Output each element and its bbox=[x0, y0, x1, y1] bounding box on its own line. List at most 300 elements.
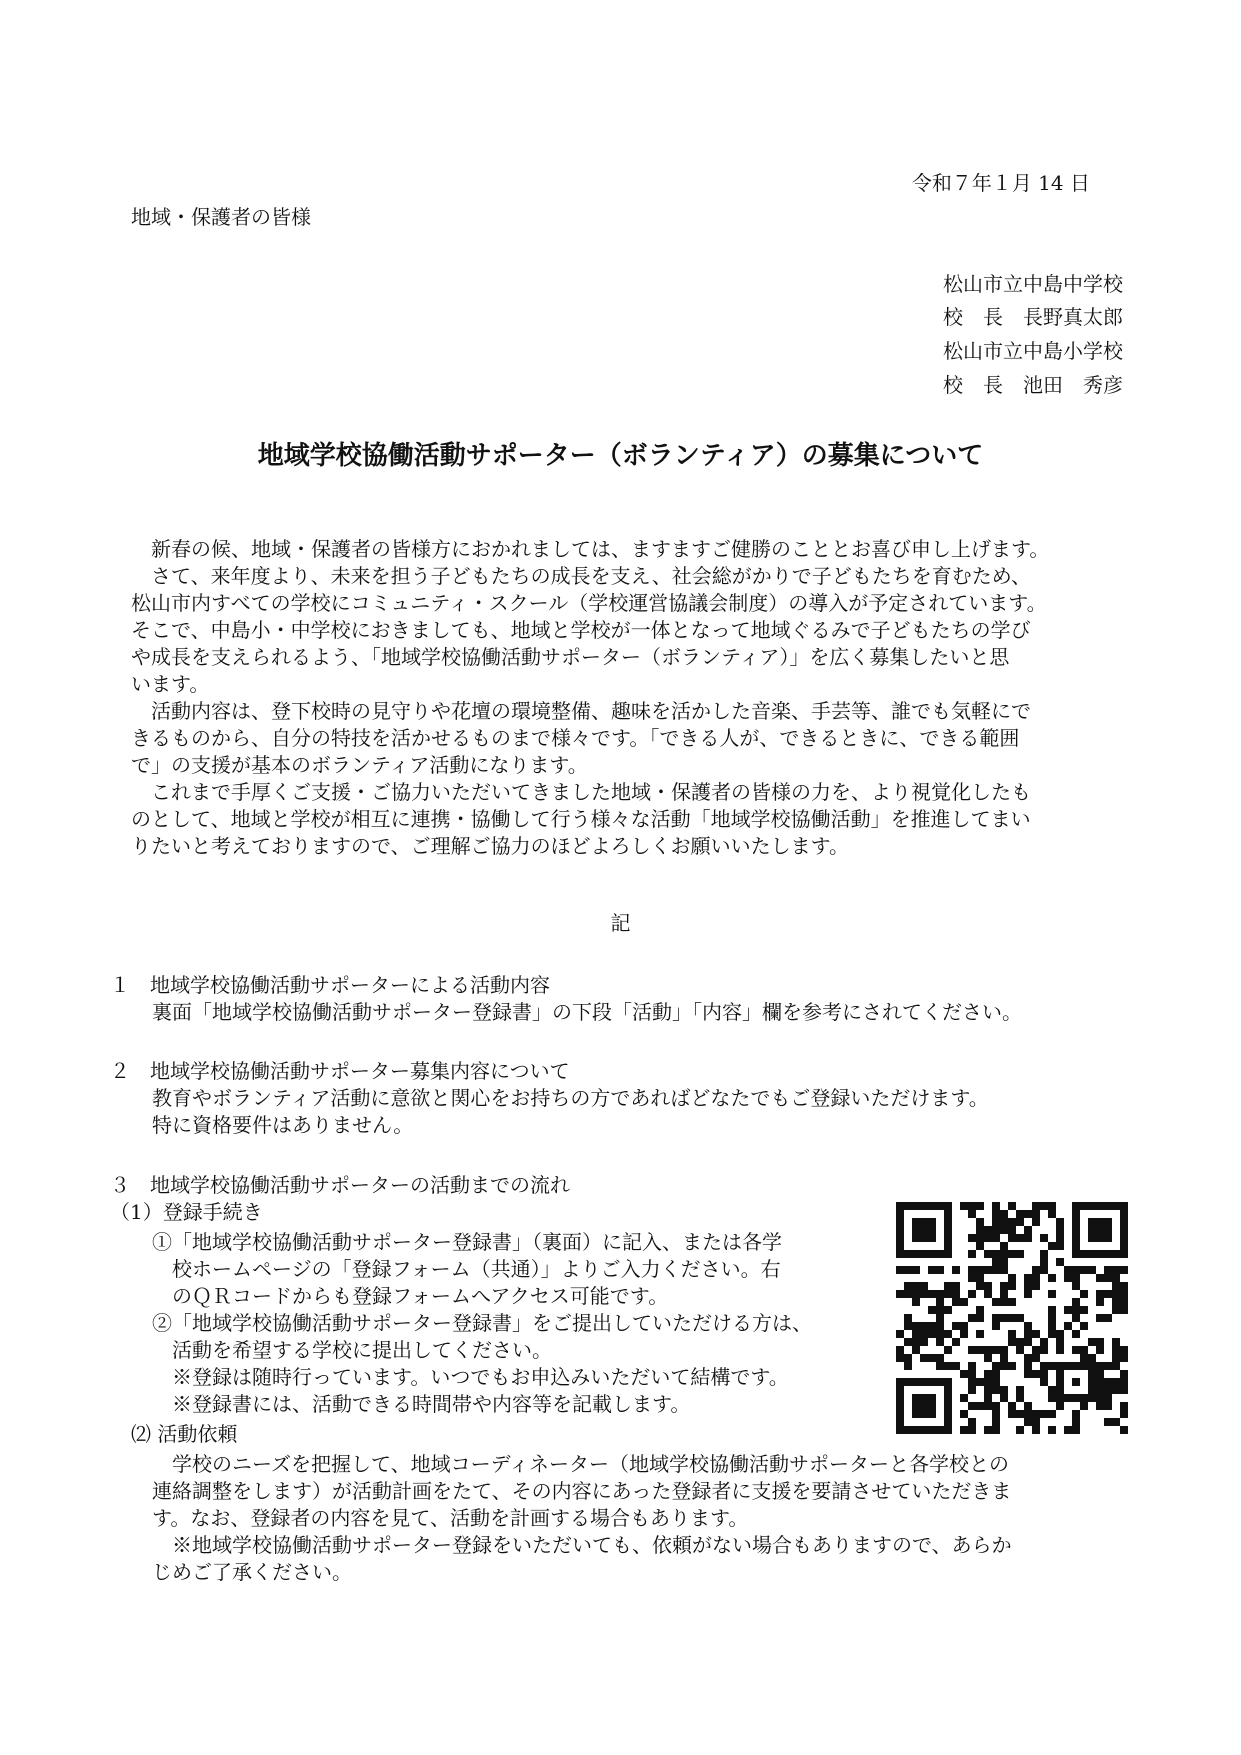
qr-module bbox=[968, 1210, 976, 1218]
qr-module bbox=[1040, 1370, 1048, 1378]
sub-1-line: 活動を希望する学校に提出してください。 bbox=[152, 1338, 552, 1362]
qr-module bbox=[936, 1354, 944, 1362]
qr-module bbox=[984, 1234, 992, 1242]
qr-module bbox=[1032, 1370, 1040, 1378]
qr-module bbox=[1088, 1370, 1096, 1378]
body-line: います。 bbox=[131, 672, 210, 696]
qr-module bbox=[1008, 1362, 1016, 1370]
body-line: りたいと考えておりますので、ご理解ご協力のほどよろしくお願いいたします。 bbox=[131, 834, 849, 858]
qr-module bbox=[952, 1322, 960, 1330]
qr-module bbox=[896, 1402, 904, 1410]
qr-module bbox=[1080, 1322, 1088, 1330]
qr-module bbox=[976, 1282, 984, 1290]
qr-module bbox=[1096, 1370, 1104, 1378]
qr-module bbox=[1104, 1218, 1112, 1226]
body-line: そこで、中島小・中学校におきましても、地域と学校が一体となって地域ぐるみで子どもたちの学び bbox=[131, 618, 1031, 642]
qr-module bbox=[992, 1386, 1000, 1394]
qr-module bbox=[944, 1290, 952, 1298]
qr-module bbox=[992, 1402, 1000, 1410]
qr-module bbox=[936, 1322, 944, 1330]
qr-module bbox=[1088, 1362, 1096, 1370]
qr-module bbox=[968, 1290, 976, 1298]
qr-module bbox=[936, 1290, 944, 1298]
qr-module bbox=[896, 1290, 904, 1298]
qr-module bbox=[936, 1250, 944, 1258]
qr-module bbox=[1064, 1394, 1072, 1402]
qr-module bbox=[1096, 1314, 1104, 1322]
qr-module bbox=[952, 1362, 960, 1370]
qr-module bbox=[928, 1426, 936, 1434]
qr-module bbox=[1024, 1418, 1032, 1426]
qr-module bbox=[920, 1410, 928, 1418]
qr-module bbox=[1000, 1282, 1008, 1290]
qr-module bbox=[1112, 1306, 1120, 1314]
qr-module bbox=[976, 1242, 984, 1250]
qr-module bbox=[1040, 1362, 1048, 1370]
qr-module bbox=[944, 1202, 952, 1210]
qr-module bbox=[912, 1290, 920, 1298]
qr-module bbox=[896, 1330, 904, 1338]
qr-module bbox=[896, 1266, 904, 1274]
qr-module bbox=[1048, 1290, 1056, 1298]
qr-module bbox=[1096, 1274, 1104, 1282]
qr-module bbox=[912, 1426, 920, 1434]
qr-module bbox=[1104, 1402, 1112, 1410]
sender-principal-2: 校 長 池田 秀彦 bbox=[943, 373, 1123, 397]
qr-module bbox=[992, 1250, 1000, 1258]
qr-module bbox=[1016, 1394, 1024, 1402]
qr-module bbox=[920, 1290, 928, 1298]
qr-module bbox=[896, 1386, 904, 1394]
qr-module bbox=[1104, 1378, 1112, 1386]
qr-module bbox=[936, 1338, 944, 1346]
qr-module bbox=[1104, 1202, 1112, 1210]
qr-module bbox=[944, 1418, 952, 1426]
qr-module bbox=[944, 1426, 952, 1434]
body-line: や成長を支えられるよう、「地域学校協働活動サポーター（ボランティア）」を広く募集したいと思 bbox=[131, 645, 1010, 669]
qr-module bbox=[1080, 1306, 1088, 1314]
qr-module bbox=[1040, 1258, 1048, 1266]
qr-module bbox=[1056, 1338, 1064, 1346]
qr-module bbox=[928, 1202, 936, 1210]
qr-module bbox=[968, 1346, 976, 1354]
body-line: 活動内容は、登下校時の見守りや花壇の環境整備、趣味を活かした音楽、手芸等、誰でも気軽にで bbox=[131, 699, 1031, 723]
qr-module bbox=[1048, 1330, 1056, 1338]
qr-module bbox=[1088, 1202, 1096, 1210]
qr-module bbox=[1024, 1362, 1032, 1370]
qr-module bbox=[1120, 1202, 1128, 1210]
qr-module bbox=[976, 1226, 984, 1234]
qr-module bbox=[1048, 1410, 1056, 1418]
qr-module bbox=[1008, 1234, 1016, 1242]
qr-module bbox=[928, 1266, 936, 1274]
qr-module bbox=[1112, 1418, 1120, 1426]
qr-module bbox=[1032, 1418, 1040, 1426]
qr-module bbox=[1120, 1378, 1128, 1386]
sub-2-line: じめご了承ください。 bbox=[152, 1560, 352, 1584]
qr-module bbox=[896, 1226, 904, 1234]
qr-module bbox=[1008, 1226, 1016, 1234]
qr-module bbox=[1000, 1290, 1008, 1298]
qr-module bbox=[928, 1322, 936, 1330]
qr-module bbox=[944, 1250, 952, 1258]
qr-module bbox=[1016, 1234, 1024, 1242]
qr-module bbox=[968, 1266, 976, 1274]
qr-module bbox=[1008, 1282, 1016, 1290]
qr-module bbox=[968, 1250, 976, 1258]
qr-module bbox=[912, 1402, 920, 1410]
qr-module bbox=[1096, 1298, 1104, 1306]
qr-module bbox=[1056, 1218, 1064, 1226]
qr-module bbox=[944, 1226, 952, 1234]
qr-module bbox=[912, 1298, 920, 1306]
qr-module bbox=[920, 1218, 928, 1226]
qr-module bbox=[1112, 1290, 1120, 1298]
qr-module bbox=[896, 1202, 904, 1210]
qr-module bbox=[1072, 1298, 1080, 1306]
qr-module bbox=[976, 1314, 984, 1322]
qr-module bbox=[1072, 1362, 1080, 1370]
qr-module bbox=[1112, 1386, 1120, 1394]
qr-module bbox=[1088, 1266, 1096, 1274]
qr-module bbox=[1024, 1322, 1032, 1330]
sub-2-line: す。なお、登録者の内容を見て、活動を計画する場合もあります。 bbox=[152, 1506, 749, 1530]
qr-module bbox=[1016, 1410, 1024, 1418]
qr-module bbox=[1072, 1410, 1080, 1418]
qr-module bbox=[1104, 1226, 1112, 1234]
qr-module bbox=[1120, 1346, 1128, 1354]
item-2-text-2: 特に資格要件はありません。 bbox=[152, 1113, 414, 1137]
qr-module bbox=[896, 1210, 904, 1218]
qr-module bbox=[1000, 1362, 1008, 1370]
qr-module bbox=[952, 1290, 960, 1298]
qr-module bbox=[1032, 1274, 1040, 1282]
page-title: 地域学校協働活動サポーター（ボランティア）の募集について bbox=[257, 441, 984, 471]
qr-module bbox=[912, 1282, 920, 1290]
qr-module bbox=[976, 1202, 984, 1210]
qr-module bbox=[1080, 1346, 1088, 1354]
qr-module bbox=[1008, 1410, 1016, 1418]
qr-module bbox=[1072, 1330, 1080, 1338]
qr-module bbox=[1112, 1378, 1120, 1386]
qr-module bbox=[960, 1202, 968, 1210]
qr-module bbox=[896, 1250, 904, 1258]
qr-module bbox=[1056, 1370, 1064, 1378]
sub-2-line: ※地域学校協働活動サポーター登録をいただいても、依頼がない場合もありますので、あらか bbox=[152, 1533, 1012, 1557]
sub-2-heading: ⑵ 活動依頼 bbox=[131, 1422, 238, 1446]
qr-module bbox=[1120, 1354, 1128, 1362]
qr-module bbox=[1112, 1250, 1120, 1258]
qr-module bbox=[944, 1234, 952, 1242]
qr-module bbox=[1072, 1210, 1080, 1218]
qr-module bbox=[984, 1346, 992, 1354]
qr-module bbox=[928, 1234, 936, 1242]
qr-module bbox=[944, 1330, 952, 1338]
sender-school-1: 松山市立中島中学校 bbox=[943, 272, 1123, 296]
qr-module bbox=[960, 1330, 968, 1338]
qr-module bbox=[1000, 1266, 1008, 1274]
qr-module bbox=[928, 1402, 936, 1410]
qr-module bbox=[1000, 1394, 1008, 1402]
qr-module bbox=[1048, 1210, 1056, 1218]
qr-module bbox=[1024, 1402, 1032, 1410]
qr-module bbox=[920, 1202, 928, 1210]
qr-module bbox=[1120, 1402, 1128, 1410]
qr-module bbox=[960, 1322, 968, 1330]
qr-module bbox=[912, 1226, 920, 1234]
qr-module bbox=[1120, 1370, 1128, 1378]
qr-module bbox=[1080, 1202, 1088, 1210]
qr-module bbox=[1120, 1410, 1128, 1418]
qr-module bbox=[1048, 1202, 1056, 1210]
qr-module bbox=[1088, 1354, 1096, 1362]
qr-module bbox=[1016, 1250, 1024, 1258]
qr-module bbox=[1000, 1386, 1008, 1394]
qr-module bbox=[992, 1410, 1000, 1418]
qr-module bbox=[1008, 1250, 1016, 1258]
qr-module bbox=[960, 1370, 968, 1378]
qr-module bbox=[1096, 1386, 1104, 1394]
qr-module bbox=[944, 1242, 952, 1250]
qr-module bbox=[1088, 1234, 1096, 1242]
qr-module bbox=[1112, 1354, 1120, 1362]
qr-module bbox=[1000, 1210, 1008, 1218]
qr-module bbox=[984, 1394, 992, 1402]
qr-module bbox=[992, 1378, 1000, 1386]
qr-module bbox=[1024, 1338, 1032, 1346]
qr-module bbox=[968, 1274, 976, 1282]
qr-module bbox=[920, 1378, 928, 1386]
qr-module bbox=[1056, 1386, 1064, 1394]
qr-module bbox=[1040, 1346, 1048, 1354]
qr-module bbox=[912, 1202, 920, 1210]
qr-module bbox=[1016, 1386, 1024, 1394]
qr-module bbox=[904, 1362, 912, 1370]
qr-module bbox=[920, 1234, 928, 1242]
qr-module bbox=[968, 1370, 976, 1378]
qr-module bbox=[944, 1282, 952, 1290]
qr-module bbox=[1120, 1218, 1128, 1226]
qr-module bbox=[1040, 1378, 1048, 1386]
qr-module bbox=[1104, 1274, 1112, 1282]
qr-module bbox=[960, 1394, 968, 1402]
qr-module bbox=[928, 1290, 936, 1298]
qr-module bbox=[1016, 1426, 1024, 1434]
item-2-text-1: 教育やボランティア活動に意欲と関心をお持ちの方であればどなたでもご登録いただけます。 bbox=[152, 1086, 989, 1110]
qr-module bbox=[968, 1234, 976, 1242]
qr-module bbox=[1096, 1378, 1104, 1386]
qr-module bbox=[1008, 1314, 1016, 1322]
qr-module bbox=[1008, 1330, 1016, 1338]
addressee: 地域・保護者の皆様 bbox=[131, 205, 311, 229]
qr-module bbox=[1088, 1338, 1096, 1346]
qr-module bbox=[944, 1210, 952, 1218]
body-line: さて、来年度より、未来を担う子どもたちの成長を支え、社会総がかりで子どもたちを育むため、 bbox=[131, 564, 1031, 588]
qr-module bbox=[944, 1410, 952, 1418]
qr-module bbox=[1016, 1338, 1024, 1346]
qr-module bbox=[1096, 1394, 1104, 1402]
qr-module bbox=[1072, 1274, 1080, 1282]
qr-module bbox=[920, 1354, 928, 1362]
qr-module bbox=[992, 1266, 1000, 1274]
qr-module bbox=[968, 1402, 976, 1410]
qr-module bbox=[968, 1386, 976, 1394]
qr-module bbox=[1000, 1242, 1008, 1250]
qr-module bbox=[1032, 1346, 1040, 1354]
qr-module bbox=[1024, 1370, 1032, 1378]
qr-module bbox=[1096, 1250, 1104, 1258]
qr-module bbox=[896, 1354, 904, 1362]
qr-module bbox=[1056, 1234, 1064, 1242]
qr-module bbox=[1064, 1426, 1072, 1434]
qr-module bbox=[936, 1266, 944, 1274]
qr-module bbox=[992, 1258, 1000, 1266]
qr-module bbox=[976, 1266, 984, 1274]
qr-module bbox=[1024, 1330, 1032, 1338]
qr-module bbox=[912, 1322, 920, 1330]
qr-module bbox=[1048, 1274, 1056, 1282]
qr-module bbox=[1064, 1306, 1072, 1314]
qr-module bbox=[1072, 1418, 1080, 1426]
qr-module bbox=[904, 1290, 912, 1298]
qr-module bbox=[984, 1402, 992, 1410]
qr-module bbox=[1072, 1378, 1080, 1386]
qr-module bbox=[912, 1394, 920, 1402]
qr-module bbox=[1072, 1282, 1080, 1290]
qr-module bbox=[984, 1282, 992, 1290]
body-line: のとして、地域と学校が相互に連携・協働して行う様々な活動「地域学校協働活動」を推進してまい bbox=[131, 807, 1031, 831]
qr-module bbox=[1048, 1306, 1056, 1314]
qr-module bbox=[976, 1306, 984, 1314]
qr-module bbox=[1000, 1346, 1008, 1354]
qr-module bbox=[976, 1274, 984, 1282]
qr-module bbox=[1024, 1210, 1032, 1218]
qr-module bbox=[1072, 1426, 1080, 1434]
qr-module bbox=[920, 1402, 928, 1410]
qr-module bbox=[1048, 1242, 1056, 1250]
sub-1-line: ②「地域学校協働活動サポーター登録書」をご提出していただける方は、 bbox=[152, 1311, 812, 1335]
qr-module bbox=[1096, 1202, 1104, 1210]
qr-module bbox=[984, 1250, 992, 1258]
qr-module bbox=[928, 1330, 936, 1338]
qr-module bbox=[992, 1426, 1000, 1434]
qr-module bbox=[904, 1378, 912, 1386]
qr-module bbox=[1056, 1346, 1064, 1354]
qr-module bbox=[1080, 1290, 1088, 1298]
qr-module bbox=[1048, 1314, 1056, 1322]
qr-module bbox=[960, 1426, 968, 1434]
qr-module bbox=[1032, 1330, 1040, 1338]
qr-module bbox=[944, 1362, 952, 1370]
qr-module bbox=[928, 1394, 936, 1402]
qr-module bbox=[1040, 1250, 1048, 1258]
qr-module bbox=[1088, 1250, 1096, 1258]
qr-module bbox=[984, 1370, 992, 1378]
qr-module bbox=[944, 1394, 952, 1402]
qr-module bbox=[1024, 1354, 1032, 1362]
qr-module bbox=[1056, 1226, 1064, 1234]
qr-module bbox=[1104, 1386, 1112, 1394]
sub-1-line: ※登録書には、活動できる時間帯や内容等を記載します。 bbox=[152, 1392, 691, 1416]
qr-module bbox=[992, 1202, 1000, 1210]
qr-module bbox=[1024, 1234, 1032, 1242]
qr-module bbox=[936, 1378, 944, 1386]
qr-module bbox=[1072, 1250, 1080, 1258]
qr-module bbox=[896, 1418, 904, 1426]
qr-module bbox=[904, 1282, 912, 1290]
qr-module bbox=[896, 1410, 904, 1418]
qr-module bbox=[1048, 1322, 1056, 1330]
qr-module bbox=[936, 1362, 944, 1370]
qr-module bbox=[984, 1426, 992, 1434]
qr-module bbox=[1104, 1362, 1112, 1370]
qr-module bbox=[1032, 1266, 1040, 1274]
qr-module bbox=[1048, 1362, 1056, 1370]
qr-module bbox=[968, 1314, 976, 1322]
qr-module bbox=[912, 1234, 920, 1242]
qr-module bbox=[912, 1378, 920, 1386]
qr-module bbox=[944, 1386, 952, 1394]
qr-module bbox=[1056, 1394, 1064, 1402]
qr-module bbox=[1008, 1202, 1016, 1210]
qr-module bbox=[1008, 1274, 1016, 1282]
sender-principal-1: 校 長 長野真太郎 bbox=[943, 305, 1123, 329]
qr-module bbox=[1080, 1362, 1088, 1370]
qr-module bbox=[904, 1250, 912, 1258]
qr-module bbox=[1104, 1418, 1112, 1426]
qr-module bbox=[928, 1378, 936, 1386]
qr-module bbox=[952, 1298, 960, 1306]
qr-module bbox=[1008, 1298, 1016, 1306]
qr-module bbox=[1096, 1234, 1104, 1242]
item-1-heading: １ 地域学校協働活動サポーターによる活動内容 bbox=[110, 973, 550, 997]
qr-module bbox=[992, 1234, 1000, 1242]
qr-code-icon[interactable] bbox=[896, 1202, 1128, 1434]
qr-module bbox=[1072, 1242, 1080, 1250]
body-paragraphs bbox=[131, 536, 1129, 860]
qr-module bbox=[1096, 1402, 1104, 1410]
qr-module bbox=[992, 1314, 1000, 1322]
qr-module bbox=[1096, 1290, 1104, 1298]
qr-module bbox=[896, 1242, 904, 1250]
qr-module bbox=[1040, 1234, 1048, 1242]
qr-module bbox=[920, 1250, 928, 1258]
qr-module bbox=[1040, 1410, 1048, 1418]
qr-module bbox=[976, 1218, 984, 1226]
qr-module bbox=[968, 1426, 976, 1434]
qr-module bbox=[1040, 1338, 1048, 1346]
qr-module bbox=[1056, 1378, 1064, 1386]
qr-module bbox=[992, 1226, 1000, 1234]
qr-module bbox=[1096, 1218, 1104, 1226]
qr-module bbox=[992, 1418, 1000, 1426]
qr-module bbox=[912, 1218, 920, 1226]
qr-module bbox=[1016, 1346, 1024, 1354]
qr-module bbox=[920, 1338, 928, 1346]
qr-module bbox=[1088, 1226, 1096, 1234]
qr-module bbox=[992, 1210, 1000, 1218]
qr-module bbox=[1064, 1274, 1072, 1282]
qr-module bbox=[992, 1218, 1000, 1226]
qr-module bbox=[920, 1330, 928, 1338]
qr-module bbox=[904, 1354, 912, 1362]
qr-module bbox=[1056, 1362, 1064, 1370]
qr-module bbox=[1112, 1338, 1120, 1346]
qr-module bbox=[1072, 1202, 1080, 1210]
qr-module bbox=[1120, 1290, 1128, 1298]
qr-module bbox=[1024, 1274, 1032, 1282]
qr-module bbox=[1064, 1322, 1072, 1330]
